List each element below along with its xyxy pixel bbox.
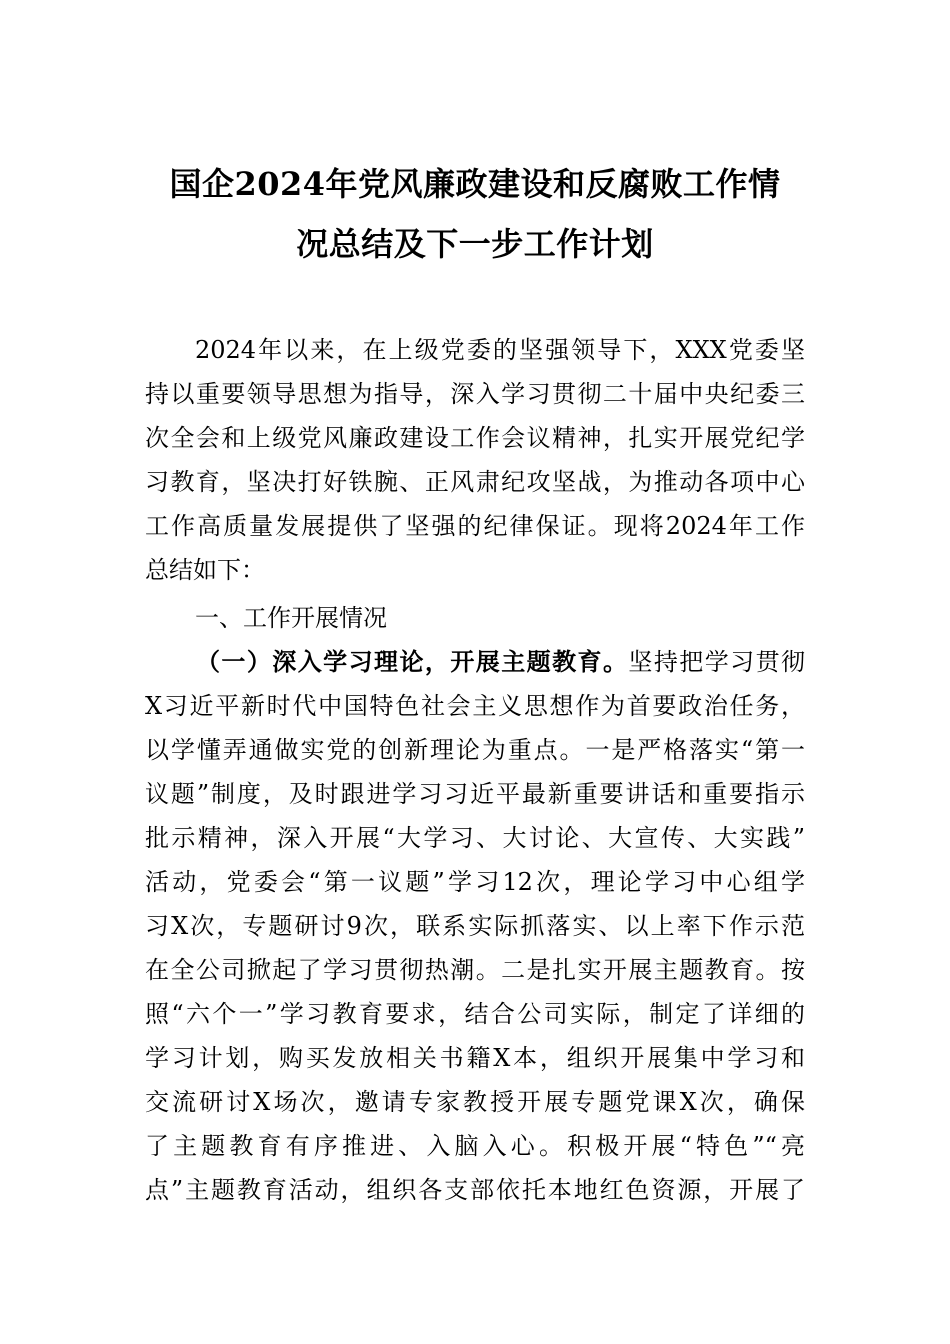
subsection-line-13: 点”主题教育活动，组织各支部依托本地红色资源，开展了 <box>145 1176 805 1204</box>
subsection-line-11: 交流研讨X场次，邀请专家教授开展专题党课X次，确保 <box>145 1088 805 1116</box>
intro-line-1: 2024年以来，在上级党委的坚强领导下，XXX党委坚 <box>195 336 805 364</box>
subsection-line-9: 照“六个一”学习教育要求，结合公司实际，制定了详细的 <box>145 1000 805 1028</box>
subsection-first-line <box>196 640 805 684</box>
document-title-line-1: 国企2024年党风廉政建设和反腐败工作情 <box>169 165 781 203</box>
subsection-line-4: 议题”制度，及时跟进学习习近平最新重要讲话和重要指示 <box>145 780 805 808</box>
subsection-lead: （一）深入学习理论，开展主题教育。 <box>196 647 629 676</box>
subsection-line-8: 在全公司掀起了学习贯彻热潮。二是扎实开展主题教育。按 <box>145 956 805 984</box>
subsection-line-10: 学习计划，购买发放相关书籍X本，组织开展集中学习和 <box>145 1044 805 1072</box>
subsection-line-3: 以学懂弄通做实党的创新理论为重点。一是严格落实“第一 <box>145 736 805 764</box>
intro-line-5: 工作高质量发展提供了坚强的纪律保证。现将2024年工作 <box>145 512 805 540</box>
subsection-line-12: 了主题教育有序推进、入脑入心。积极开展“特色”“亮 <box>145 1132 805 1160</box>
intro-line-4: 习教育，坚决打好铁腕、正风肃纪攻坚战，为推动各项中心 <box>145 468 805 496</box>
intro-line-3: 次全会和上级党风廉政建设工作会议精神，扎实开展党纪学 <box>145 424 805 452</box>
subsection-line-2: X习近平新时代中国特色社会主义思想作为首要政治任务， <box>145 692 805 720</box>
section-heading: 一、工作开展情况 <box>195 604 387 632</box>
intro-line-6: 总结如下： <box>145 556 265 584</box>
subsection-line-6: 活动，党委会“第一议题”学习12次，理论学习中心组学 <box>145 868 805 896</box>
intro-line-2: 持以重要领导思想为指导，深入学习贯彻二十届中央纪委三 <box>145 380 805 408</box>
subsection-first-rest: 坚持把学习贯彻 <box>628 648 805 676</box>
subsection-line-5: 批示精神，深入开展“大学习、大讨论、大宣传、大实践” <box>145 824 805 852</box>
document-title-line-2: 况总结及下一步工作计划 <box>296 225 654 263</box>
subsection-line-7: 习X次，专题研讨9次，联系实际抓落实、以上率下作示范 <box>145 912 805 940</box>
